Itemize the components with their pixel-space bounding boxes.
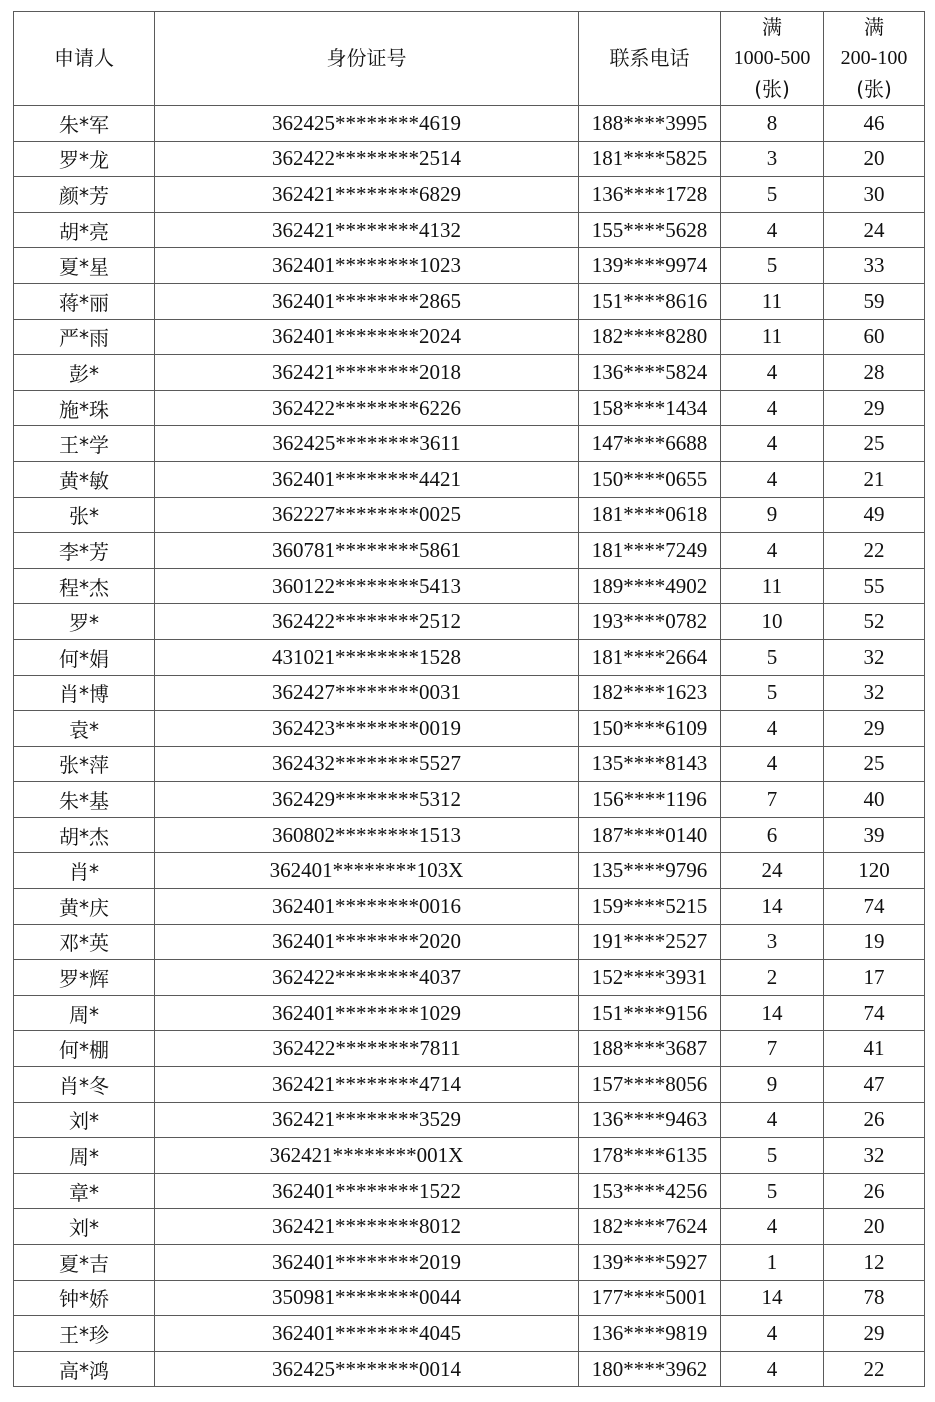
cell-coupon-200-100: 60 bbox=[824, 319, 925, 355]
cell-coupon-1000-500: 4 bbox=[721, 746, 824, 782]
cell-phone: 152****3931 bbox=[579, 960, 721, 996]
table-row bbox=[14, 1138, 925, 1174]
cell-applicant: 程*杰 bbox=[14, 568, 155, 604]
cell-coupon-200-100: 26 bbox=[824, 1102, 925, 1138]
cell-applicant: 朱*军 bbox=[14, 106, 155, 142]
cell-id-number: 362401********103X bbox=[155, 853, 579, 889]
cell-applicant: 肖* bbox=[14, 853, 155, 889]
cell-phone: 153****4256 bbox=[579, 1173, 721, 1209]
cell-id-number: 362401********0016 bbox=[155, 889, 579, 925]
cell-coupon-1000-500: 4 bbox=[721, 212, 824, 248]
cell-phone: 155****5628 bbox=[579, 212, 721, 248]
cell-applicant: 王*珍 bbox=[14, 1316, 155, 1352]
cell-coupon-1000-500: 9 bbox=[721, 1067, 824, 1103]
cell-coupon-1000-500: 3 bbox=[721, 924, 824, 960]
cell-coupon-1000-500: 14 bbox=[721, 995, 824, 1031]
cell-coupon-200-100: 21 bbox=[824, 461, 925, 497]
cell-coupon-200-100: 47 bbox=[824, 1067, 925, 1103]
cell-phone: 178****6135 bbox=[579, 1138, 721, 1174]
header-coupon-1000-500-line-1: 满 bbox=[762, 15, 782, 39]
table-row bbox=[14, 177, 925, 213]
cell-applicant: 刘* bbox=[14, 1102, 155, 1138]
cell-phone: 159****5215 bbox=[579, 889, 721, 925]
cell-id-number: 360781********5861 bbox=[155, 533, 579, 569]
cell-coupon-200-100: 22 bbox=[824, 1351, 925, 1387]
cell-id-number: 362425********0014 bbox=[155, 1351, 579, 1387]
cell-id-number: 362422********6226 bbox=[155, 390, 579, 426]
cell-phone: 136****9819 bbox=[579, 1316, 721, 1352]
cell-applicant: 黄*敏 bbox=[14, 461, 155, 497]
cell-coupon-200-100: 12 bbox=[824, 1245, 925, 1281]
cell-phone: 156****1196 bbox=[579, 782, 721, 818]
cell-id-number: 362421********6829 bbox=[155, 177, 579, 213]
cell-id-number: 362421********4714 bbox=[155, 1067, 579, 1103]
cell-coupon-200-100: 25 bbox=[824, 746, 925, 782]
cell-applicant: 夏*星 bbox=[14, 248, 155, 284]
cell-phone: 180****3962 bbox=[579, 1351, 721, 1387]
cell-id-number: 362427********0031 bbox=[155, 675, 579, 711]
cell-coupon-1000-500: 5 bbox=[721, 248, 824, 284]
table-row bbox=[14, 1173, 925, 1209]
cell-phone: 136****5824 bbox=[579, 355, 721, 391]
cell-coupon-1000-500: 11 bbox=[721, 568, 824, 604]
cell-id-number: 362422********4037 bbox=[155, 960, 579, 996]
cell-coupon-1000-500: 5 bbox=[721, 177, 824, 213]
table-row bbox=[14, 960, 925, 996]
cell-coupon-1000-500: 4 bbox=[721, 1209, 824, 1245]
cell-phone: 181****7249 bbox=[579, 533, 721, 569]
applicant-table bbox=[13, 11, 925, 1387]
header-phone: 联系电话 bbox=[579, 12, 721, 106]
table-row bbox=[14, 675, 925, 711]
cell-coupon-1000-500: 9 bbox=[721, 497, 824, 533]
cell-coupon-200-100: 49 bbox=[824, 497, 925, 533]
cell-coupon-200-100: 39 bbox=[824, 817, 925, 853]
cell-coupon-1000-500: 24 bbox=[721, 853, 824, 889]
cell-applicant: 肖*博 bbox=[14, 675, 155, 711]
header-coupon-200-100-line-2: 200-100 bbox=[840, 47, 908, 69]
cell-coupon-200-100: 74 bbox=[824, 889, 925, 925]
cell-coupon-1000-500: 1 bbox=[721, 1245, 824, 1281]
cell-applicant: 胡*亮 bbox=[14, 212, 155, 248]
header-applicant: 申请人 bbox=[14, 12, 155, 106]
table-row bbox=[14, 355, 925, 391]
cell-applicant: 刘* bbox=[14, 1209, 155, 1245]
cell-phone: 187****0140 bbox=[579, 817, 721, 853]
cell-phone: 151****9156 bbox=[579, 995, 721, 1031]
cell-id-number: 362401********4421 bbox=[155, 461, 579, 497]
header-coupon-1000-500-line-3: (张) bbox=[754, 77, 790, 101]
table-row bbox=[14, 604, 925, 640]
cell-applicant: 邓*英 bbox=[14, 924, 155, 960]
cell-coupon-200-100: 30 bbox=[824, 177, 925, 213]
cell-id-number: 360802********1513 bbox=[155, 817, 579, 853]
cell-coupon-200-100: 28 bbox=[824, 355, 925, 391]
cell-id-number: 362421********3529 bbox=[155, 1102, 579, 1138]
header-coupon-200-100 bbox=[824, 12, 925, 106]
cell-applicant: 王*学 bbox=[14, 426, 155, 462]
cell-coupon-200-100: 20 bbox=[824, 1209, 925, 1245]
cell-applicant: 蒋*丽 bbox=[14, 283, 155, 319]
cell-coupon-1000-500: 11 bbox=[721, 283, 824, 319]
cell-applicant: 施*珠 bbox=[14, 390, 155, 426]
table-body bbox=[14, 106, 925, 1387]
cell-coupon-1000-500: 4 bbox=[721, 533, 824, 569]
cell-coupon-1000-500: 4 bbox=[721, 1316, 824, 1352]
cell-coupon-200-100: 24 bbox=[824, 212, 925, 248]
cell-coupon-1000-500: 14 bbox=[721, 1280, 824, 1316]
cell-phone: 181****0618 bbox=[579, 497, 721, 533]
cell-id-number: 362421********001X bbox=[155, 1138, 579, 1174]
cell-id-number: 362401********4045 bbox=[155, 1316, 579, 1352]
table-row bbox=[14, 711, 925, 747]
cell-id-number: 362401********2020 bbox=[155, 924, 579, 960]
cell-applicant: 何*娟 bbox=[14, 639, 155, 675]
cell-applicant: 何*棚 bbox=[14, 1031, 155, 1067]
cell-coupon-1000-500: 4 bbox=[721, 1351, 824, 1387]
cell-coupon-1000-500: 4 bbox=[721, 355, 824, 391]
table-row bbox=[14, 426, 925, 462]
cell-applicant: 高*鸿 bbox=[14, 1351, 155, 1387]
table-row bbox=[14, 889, 925, 925]
cell-phone: 188****3687 bbox=[579, 1031, 721, 1067]
cell-id-number: 362421********4132 bbox=[155, 212, 579, 248]
table-row bbox=[14, 1209, 925, 1245]
cell-coupon-200-100: 78 bbox=[824, 1280, 925, 1316]
cell-coupon-200-100: 25 bbox=[824, 426, 925, 462]
cell-phone: 136****9463 bbox=[579, 1102, 721, 1138]
table-row bbox=[14, 995, 925, 1031]
cell-phone: 182****1623 bbox=[579, 675, 721, 711]
table-row bbox=[14, 782, 925, 818]
cell-applicant: 袁* bbox=[14, 711, 155, 747]
cell-coupon-200-100: 59 bbox=[824, 283, 925, 319]
table-row bbox=[14, 1031, 925, 1067]
cell-coupon-1000-500: 4 bbox=[721, 390, 824, 426]
cell-coupon-200-100: 20 bbox=[824, 141, 925, 177]
cell-coupon-200-100: 29 bbox=[824, 390, 925, 426]
cell-coupon-1000-500: 4 bbox=[721, 426, 824, 462]
cell-coupon-1000-500: 5 bbox=[721, 639, 824, 675]
header-coupon-1000-500 bbox=[721, 12, 824, 106]
cell-applicant: 黄*庆 bbox=[14, 889, 155, 925]
cell-coupon-200-100: 33 bbox=[824, 248, 925, 284]
cell-phone: 135****9796 bbox=[579, 853, 721, 889]
cell-coupon-1000-500: 5 bbox=[721, 1173, 824, 1209]
cell-applicant: 严*雨 bbox=[14, 319, 155, 355]
cell-coupon-1000-500: 7 bbox=[721, 782, 824, 818]
table-row bbox=[14, 390, 925, 426]
cell-applicant: 夏*吉 bbox=[14, 1245, 155, 1281]
table-row bbox=[14, 746, 925, 782]
cell-coupon-1000-500: 5 bbox=[721, 675, 824, 711]
cell-id-number: 431021********1528 bbox=[155, 639, 579, 675]
table-row bbox=[14, 248, 925, 284]
cell-coupon-200-100: 22 bbox=[824, 533, 925, 569]
table-row bbox=[14, 817, 925, 853]
cell-applicant: 章* bbox=[14, 1173, 155, 1209]
cell-phone: 193****0782 bbox=[579, 604, 721, 640]
cell-id-number: 362422********2514 bbox=[155, 141, 579, 177]
cell-coupon-1000-500: 4 bbox=[721, 1102, 824, 1138]
cell-applicant: 颜*芳 bbox=[14, 177, 155, 213]
cell-coupon-1000-500: 8 bbox=[721, 106, 824, 142]
cell-applicant: 罗*辉 bbox=[14, 960, 155, 996]
cell-coupon-200-100: 26 bbox=[824, 1173, 925, 1209]
cell-applicant: 周* bbox=[14, 1138, 155, 1174]
cell-id-number: 362421********8012 bbox=[155, 1209, 579, 1245]
cell-coupon-200-100: 32 bbox=[824, 675, 925, 711]
cell-applicant: 胡*杰 bbox=[14, 817, 155, 853]
cell-coupon-1000-500: 11 bbox=[721, 319, 824, 355]
cell-applicant: 周* bbox=[14, 995, 155, 1031]
cell-coupon-200-100: 46 bbox=[824, 106, 925, 142]
table-row bbox=[14, 924, 925, 960]
cell-phone: 136****1728 bbox=[579, 177, 721, 213]
cell-coupon-200-100: 29 bbox=[824, 1316, 925, 1352]
cell-coupon-200-100: 32 bbox=[824, 639, 925, 675]
cell-applicant: 肖*冬 bbox=[14, 1067, 155, 1103]
cell-coupon-200-100: 74 bbox=[824, 995, 925, 1031]
header-coupon-200-100-line-1: 满 bbox=[864, 15, 884, 39]
cell-coupon-200-100: 19 bbox=[824, 924, 925, 960]
cell-applicant: 张* bbox=[14, 497, 155, 533]
table-row bbox=[14, 212, 925, 248]
cell-id-number: 362422********7811 bbox=[155, 1031, 579, 1067]
header-row bbox=[14, 12, 925, 106]
cell-phone: 147****6688 bbox=[579, 426, 721, 462]
cell-id-number: 362425********4619 bbox=[155, 106, 579, 142]
cell-applicant: 张*萍 bbox=[14, 746, 155, 782]
cell-phone: 177****5001 bbox=[579, 1280, 721, 1316]
cell-applicant: 罗*龙 bbox=[14, 141, 155, 177]
cell-applicant: 朱*基 bbox=[14, 782, 155, 818]
cell-coupon-200-100: 40 bbox=[824, 782, 925, 818]
table-row bbox=[14, 568, 925, 604]
cell-coupon-200-100: 55 bbox=[824, 568, 925, 604]
cell-coupon-1000-500: 2 bbox=[721, 960, 824, 996]
cell-phone: 188****3995 bbox=[579, 106, 721, 142]
header-id-number: 身份证号 bbox=[155, 12, 579, 106]
cell-id-number: 362425********3611 bbox=[155, 426, 579, 462]
cell-id-number: 350981********0044 bbox=[155, 1280, 579, 1316]
cell-coupon-200-100: 52 bbox=[824, 604, 925, 640]
cell-id-number: 360122********5413 bbox=[155, 568, 579, 604]
cell-id-number: 362429********5312 bbox=[155, 782, 579, 818]
table-row bbox=[14, 533, 925, 569]
cell-coupon-200-100: 17 bbox=[824, 960, 925, 996]
table-row bbox=[14, 853, 925, 889]
table-row bbox=[14, 1245, 925, 1281]
cell-phone: 158****1434 bbox=[579, 390, 721, 426]
cell-id-number: 362432********5527 bbox=[155, 746, 579, 782]
table-row bbox=[14, 319, 925, 355]
cell-phone: 150****6109 bbox=[579, 711, 721, 747]
cell-coupon-1000-500: 10 bbox=[721, 604, 824, 640]
cell-applicant: 李*芳 bbox=[14, 533, 155, 569]
cell-coupon-200-100: 32 bbox=[824, 1138, 925, 1174]
cell-applicant: 彭* bbox=[14, 355, 155, 391]
cell-id-number: 362422********2512 bbox=[155, 604, 579, 640]
table-row bbox=[14, 1316, 925, 1352]
cell-applicant: 钟*娇 bbox=[14, 1280, 155, 1316]
table-row bbox=[14, 106, 925, 142]
cell-phone: 135****8143 bbox=[579, 746, 721, 782]
cell-coupon-200-100: 29 bbox=[824, 711, 925, 747]
table-row bbox=[14, 497, 925, 533]
cell-coupon-1000-500: 14 bbox=[721, 889, 824, 925]
cell-coupon-1000-500: 7 bbox=[721, 1031, 824, 1067]
cell-coupon-1000-500: 6 bbox=[721, 817, 824, 853]
cell-coupon-1000-500: 3 bbox=[721, 141, 824, 177]
cell-id-number: 362227********0025 bbox=[155, 497, 579, 533]
cell-coupon-1000-500: 5 bbox=[721, 1138, 824, 1174]
table-row bbox=[14, 639, 925, 675]
header-coupon-200-100-line-3: (张) bbox=[856, 77, 892, 101]
cell-phone: 181****2664 bbox=[579, 639, 721, 675]
cell-id-number: 362401********2865 bbox=[155, 283, 579, 319]
cell-id-number: 362401********2019 bbox=[155, 1245, 579, 1281]
cell-coupon-200-100: 120 bbox=[824, 853, 925, 889]
cell-id-number: 362401********1522 bbox=[155, 1173, 579, 1209]
cell-applicant: 罗* bbox=[14, 604, 155, 640]
table-row bbox=[14, 1102, 925, 1138]
table-row bbox=[14, 283, 925, 319]
cell-phone: 157****8056 bbox=[579, 1067, 721, 1103]
cell-coupon-1000-500: 4 bbox=[721, 461, 824, 497]
table-row bbox=[14, 1280, 925, 1316]
cell-phone: 181****5825 bbox=[579, 141, 721, 177]
cell-phone: 189****4902 bbox=[579, 568, 721, 604]
cell-id-number: 362423********0019 bbox=[155, 711, 579, 747]
cell-id-number: 362401********1029 bbox=[155, 995, 579, 1031]
table-row bbox=[14, 1067, 925, 1103]
table-row bbox=[14, 141, 925, 177]
table-row bbox=[14, 1351, 925, 1387]
cell-id-number: 362401********2024 bbox=[155, 319, 579, 355]
cell-id-number: 362401********1023 bbox=[155, 248, 579, 284]
cell-id-number: 362421********2018 bbox=[155, 355, 579, 391]
cell-phone: 150****0655 bbox=[579, 461, 721, 497]
cell-phone: 191****2527 bbox=[579, 924, 721, 960]
cell-phone: 139****9974 bbox=[579, 248, 721, 284]
cell-phone: 139****5927 bbox=[579, 1245, 721, 1281]
cell-phone: 182****7624 bbox=[579, 1209, 721, 1245]
cell-phone: 151****8616 bbox=[579, 283, 721, 319]
table-row bbox=[14, 461, 925, 497]
cell-coupon-200-100: 41 bbox=[824, 1031, 925, 1067]
cell-phone: 182****8280 bbox=[579, 319, 721, 355]
header-coupon-1000-500-line-2: 1000-500 bbox=[733, 47, 811, 69]
cell-coupon-1000-500: 4 bbox=[721, 711, 824, 747]
